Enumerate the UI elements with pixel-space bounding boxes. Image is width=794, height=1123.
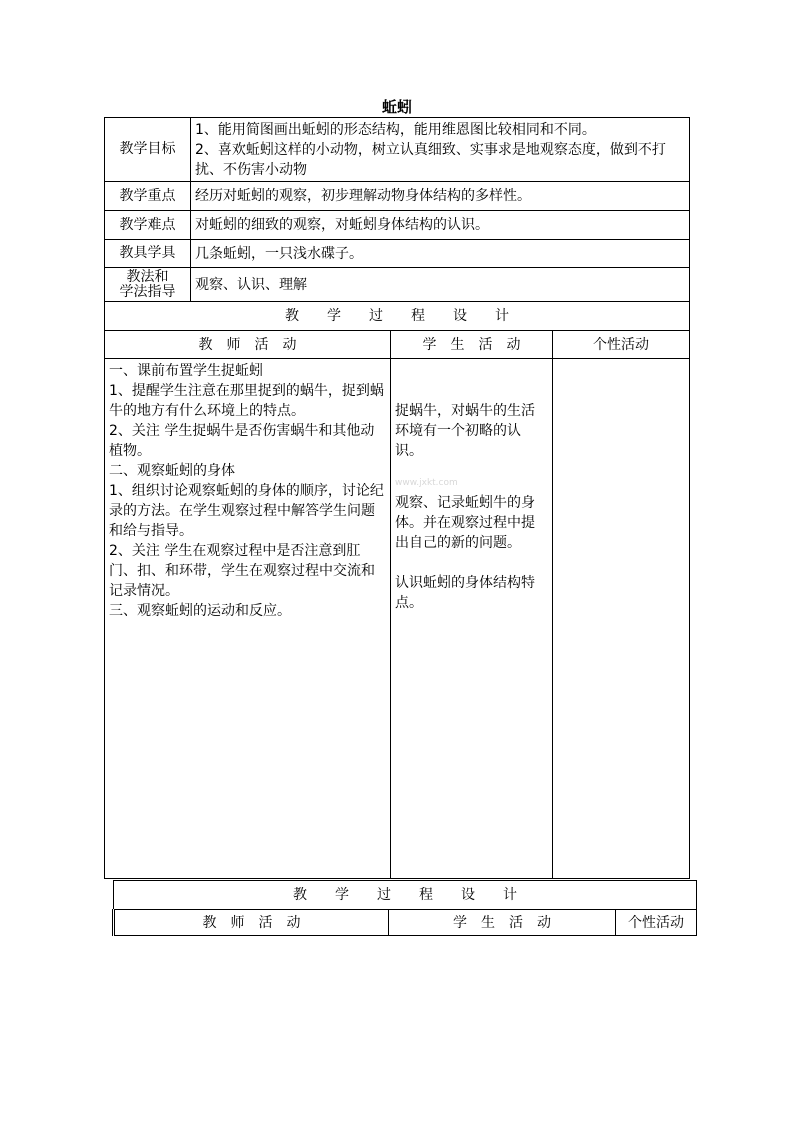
methods-label-line-1: 教法和	[126, 268, 169, 285]
teacher-activity-header: 教 师 活 动	[105, 331, 391, 359]
lesson-plan-table-continued	[112, 880, 697, 936]
row-materials	[105, 240, 690, 268]
student-activity-cell	[391, 359, 553, 879]
objective-line-2: 2、喜欢蚯蚓这样的小动物，树立认真细致、实事求是地观察态度，做到不打扰、不伤害小动物	[195, 142, 666, 178]
objective-line-1: 1、能用简图画出蚯蚓的形态结构，能用维恩图比较相同和不同。	[195, 122, 596, 138]
value-methods	[191, 268, 690, 302]
student-activity-header-2: 学 生 活 动	[389, 910, 616, 936]
design-header-2: 教 学 过 程 设 计	[114, 881, 697, 910]
teacher-line: 2、关注 学生在观察过程中是否注意到肛门、扣、和环带，学生在观察过程中交流和记录情况。	[109, 543, 375, 599]
teacher-line: 1、组织讨论观察蚯蚓的身体的顺序，讨论纪录的方法。在学生观察过程中解答学生问题和给与指导。	[109, 483, 384, 539]
row-activities	[105, 359, 690, 879]
row-difficulties	[105, 211, 690, 240]
row-design-header	[105, 302, 690, 331]
methods-text: 观察、认识、理解	[195, 276, 307, 293]
label-methods	[105, 268, 191, 302]
label-difficulties: 教学难点	[105, 211, 191, 240]
row-column-headers-2	[114, 910, 697, 936]
student-block-1: 捉蜗牛，对蜗牛的生活环境有一个初略的认识。	[395, 403, 535, 459]
personal-activity-header-2: 个性活动	[616, 910, 697, 936]
row-key-points	[105, 182, 690, 211]
teacher-line: 二、观察蚯蚓的身体	[109, 463, 235, 479]
teacher-line: 1、提醒学生注意在那里捉到的蜗牛，捉到蜗牛的地方有什么环境上的特点。	[109, 383, 384, 419]
teacher-activity-cell	[105, 359, 391, 879]
student-block-2: 观察、记录蚯蚓牛的身体。并在观察过程中提出自己的新的问题。	[395, 495, 535, 551]
design-header: 教 学 过 程 设 计	[105, 302, 690, 331]
value-materials	[191, 240, 690, 268]
lesson-plan-table	[104, 117, 690, 879]
student-activity-header: 学 生 活 动	[391, 331, 553, 359]
teacher-line: 2、关注 学生捉蜗牛是否伤害蜗牛和其他动植物。	[109, 423, 375, 459]
student-block-3: 认识蚯蚓的身体结构特点。	[395, 575, 535, 611]
row-column-headers	[105, 331, 690, 359]
value-objectives	[191, 118, 690, 182]
value-difficulties	[191, 211, 690, 240]
teacher-line: 三、观察蚯蚓的运动和反应。	[109, 603, 291, 619]
watermark-text: www.jxkt.com	[395, 478, 458, 488]
row-objectives	[105, 118, 690, 182]
label-objectives: 教学目标	[105, 118, 191, 182]
label-materials: 教具学具	[105, 240, 191, 268]
personal-activity-cell	[553, 359, 690, 879]
materials-text: 几条蚯蚓，一只浅水碟子。	[195, 245, 363, 262]
page-title: 蚯蚓	[381, 98, 412, 116]
difficulties-text: 对蚯蚓的细致的观察，对蚯蚓身体结构的认识。	[195, 217, 489, 233]
key-points-text: 经历对蚯蚓的观察，初步理解动物身体结构的多样性。	[195, 188, 531, 204]
row-design-header-2	[114, 881, 697, 910]
teacher-line: 一、课前布置学生捉蚯蚓	[109, 363, 263, 379]
teacher-activity-header-2: 教 师 活 动	[114, 910, 389, 936]
value-key-points	[191, 182, 690, 211]
methods-label-line-2: 学法指导	[119, 283, 176, 300]
row-methods	[105, 268, 690, 302]
label-key-points: 教学重点	[105, 182, 191, 211]
personal-activity-header: 个性活动	[553, 331, 690, 359]
